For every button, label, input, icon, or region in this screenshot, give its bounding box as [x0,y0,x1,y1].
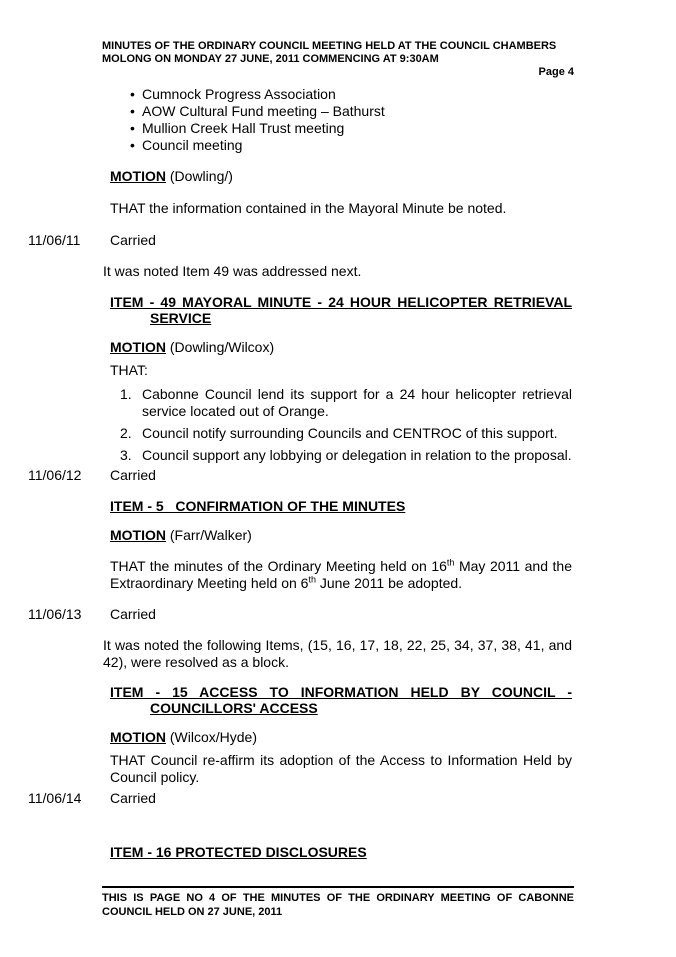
carried-label-1: Carried [110,232,156,248]
motion-movers: (Dowling/Wilcox) [166,339,275,355]
note-2: It was noted the following Items, (15, 16, 17, 18, 22, 25, 34, 37, 38, 41, and 42), were resolved as a block. [103,637,572,670]
list-item: 1. Cabonne Council lend its support for a 24 hour helicopter retrieval service located out of Orange. [120,386,572,419]
motion-text-4: THAT Council re-affirm its adoption of the Access to Information Held by Council policy. [110,752,572,785]
motion-movers: (Farr/Walker) [166,527,252,543]
resolution-number-2: 11/06/12 [28,467,82,483]
that-label: THAT: [110,362,148,378]
resolution-number-1: 11/06/11 [28,232,81,248]
resolution-number-4: 11/06/14 [28,790,82,806]
item-16-heading [110,844,572,860]
motion-heading-3 [110,527,572,544]
list-item: • AOW Cultural Fund meeting – Bathurst [110,103,570,120]
item-15-title-line2: COUNCILLORS' ACCESS [150,700,318,716]
list-item: • Cumnock Progress Association [110,86,570,103]
page-header [102,40,574,66]
motion-movers: (Wilcox/Hyde) [166,729,258,745]
motion-heading-1 [110,168,572,185]
list-item: • Council meeting [110,137,570,154]
header-line-1: MINUTES OF THE ORDINARY COUNCIL MEETING HELD AT THE COUNCIL CHAMBERS [102,40,557,52]
motion-label: MOTION [110,527,166,543]
motion-text-3: THAT the minutes of the Ordinary Meeting held on 16th May 2011 and the Extraordinary Meeting held on 6th June 2011 be adopted. [110,557,572,591]
carried-label-4: Carried [110,790,156,806]
list-item: 3. Council support any lobbying or delegation in relation to the proposal. [120,447,572,463]
motion-label: MOTION [110,729,166,745]
carried-label-3: Carried [110,606,156,622]
item-49-title-line1: ITEM - 49 MAYORAL MINUTE - 24 HOUR HELICOPTER RETRIEVAL [110,294,572,310]
motion-heading-4 [110,729,572,746]
footer-line-1: THIS IS PAGE NO 4 OF THE MINUTES OF THE ORDINARY MEETING OF CABONNE [102,892,574,904]
motion-label: MOTION [110,168,166,184]
item-15-title-line1: ITEM - 15 ACCESS TO INFORMATION HELD BY COUNCIL - [110,684,572,700]
motion-movers: (Dowling/) [166,168,233,184]
bullet-list [110,86,570,154]
item-49-heading [110,294,572,326]
list-item: • Mullion Creek Hall Trust meeting [110,120,570,137]
item-49-title-line2: SERVICE [150,310,212,326]
note-1: It was noted Item 49 was addressed next. [103,263,362,279]
footer-rule [102,886,574,888]
motion-text-1: THAT the information contained in the Mayoral Minute be noted. [110,200,507,216]
item-5-heading [110,498,572,514]
header-line-2: MOLONG ON MONDAY 27 JUNE, 2011 COMMENCING AT 9:30AM [102,53,439,65]
item-5-title: ITEM - 5 CONFIRMATION OF THE MINUTES [110,498,406,514]
resolution-list [110,386,572,469]
footer-line-2: COUNCIL HELD ON 27 JUNE, 2011 [102,906,283,918]
carried-label-2: Carried [110,467,156,483]
resolution-number-3: 11/06/13 [28,606,82,622]
motion-heading-2 [110,339,572,356]
page-footer [102,891,574,919]
item-16-title: ITEM - 16 PROTECTED DISCLOSURES [110,844,367,860]
item-15-heading [110,684,572,716]
list-item: 2. Council notify surrounding Councils and CENTROC of this support. [120,425,558,441]
page-number: Page 4 [538,66,574,78]
motion-label: MOTION [110,339,166,355]
